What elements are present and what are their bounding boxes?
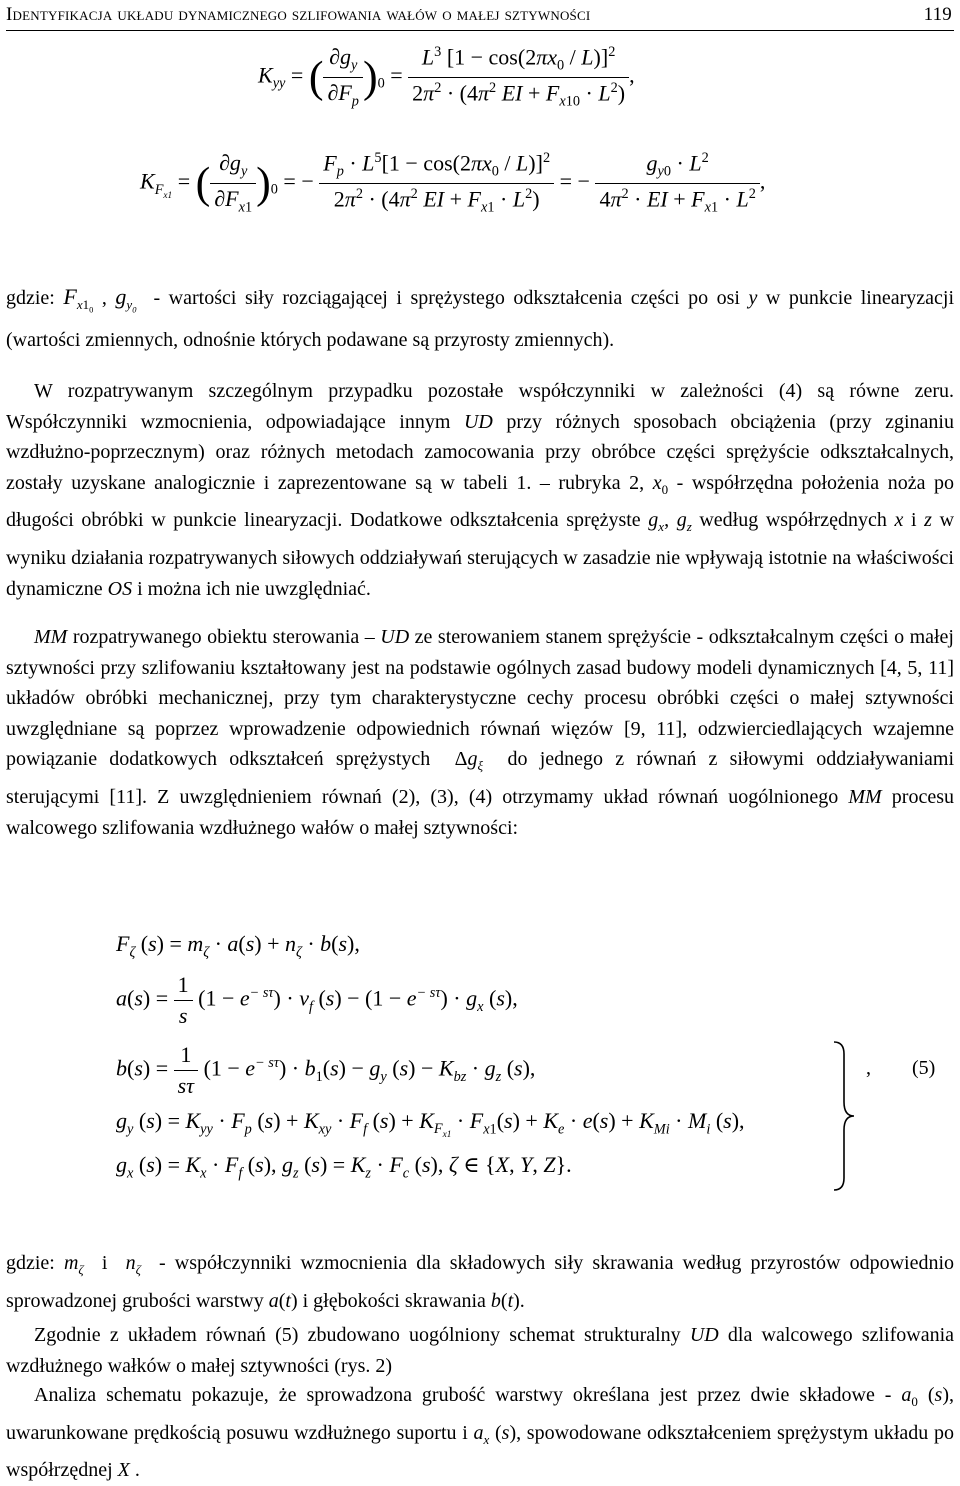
system-line-3: b(s) = $\frac{1}{s\tau}$ $(1 - e^{- s\tau}) \cdot b_1(s) - g_y$ $(s) - K_{bz} \cdot g_z$ (s),	[116, 1042, 536, 1098]
page-number: 119	[923, 4, 952, 25]
system-line-5: $g_x$ $(s) = K_x \cdot F_f$ (s), $g_z$ $(s) = K_z \cdot F_c$ (s), ζ ∈ {X, Y, Z}.	[116, 1152, 572, 1182]
equation-kyy: $K_{yy}$ = ( $\frac{\partial g_y}{\partial F_p}$ )$_0$ = $\frac{L^3 [1 - \cos(2\pi x_0 / L)]^2}{2\pi^2 \cdot (4\pi^2 EI + F_{x10} \cdot L^2)}$ ,	[258, 44, 635, 110]
header-title: Identyfikacja układu dynamicznego szlifowania wałów o małej sztywności	[6, 4, 591, 25]
paragraph-model: MM rozpatrywanego obiektu sterowania – UD ze sterowaniem stanem sprężyście - odkształcalnym części o małej sztywności przy szlifowaniu kształtowany jest na podstawie ogólnych zasad budowy modeli dynamicznych [4, 5, 11] układów obróbki mechanicznej, przy tym charakterystyczne cechy procesu obróbki części o małej sztywności uwzględniane są poprzez wprowadzenie odpowiednich równań więzów [9, 11], odzwierciedlających wzajemne powiązanie dodatkowych odkształceń sprężystych $\Delta g_\xi$ do jednego z równań z siłowymi oddziaływaniami sterującymi [11]. Z uwzględnieniem równań (2), (3), (4) otrzymamy układ równań uogólnionego MM procesu walcowego szlifowania wzdłużnego wałów o małej sztywności:	[6, 626, 955, 839]
system-comma: ,	[866, 1057, 871, 1079]
running-header	[6, 4, 954, 31]
system-line-1: $F_\zeta$ $(s) = m_\zeta \cdot a(s) + n_\zeta \cdot b(s)$,	[116, 931, 360, 961]
paragraph-scheme: Zgodnie z układem równań (5) zbudowano uogólniony schemat strukturalny UD dla walcowego szlifowania wzdłużnego wałków o małej sztywności (rys. 2)	[6, 1324, 955, 1377]
paragraph-definitions-2: gdzie: $m_\zeta$ i $n_\zeta$ - współczynniki wzmocnienia dla składowych siły skrawania według przyrostów odpowiednio sprowadzonej grubości warstwy a(t) i głębokości skrawania b(t).	[6, 1252, 955, 1312]
paragraph-analysis: Analiza schematu pokazuje, że sprowadzona grubość warstwy określana jest przez dwie składowe - $a_0$ (s), uwarunkowane prędkością posuwu wzdłużnego suportu i $a_x$ (s), spowodowane odkształceniem sprężystym układu po współrzędnej X .	[6, 1384, 954, 1482]
equation-kfx1: $K_{F_{x1}}$ = ( $\frac{\partial g_y}{\partial F_{x1}}$ )$_0$ = − $\frac{F_p \cdot L^5[1 - \cos(2\pi x_0 / L)]^2}{2\pi^2 \cdot (4\pi^2 EI + F_{x1} \cdot L^2)}$ = − $\frac{g_{y0} \cdot L^2}{4\pi^2 \cdot EI + F_{x1} \cdot L^2}$ ,	[140, 150, 766, 216]
equation-number-5: (5)	[912, 1057, 936, 1079]
right-brace-icon	[832, 1040, 856, 1192]
paragraph-definitions-1: gdzie: $F_{x1_0}$ , $g_{y_0}$ - wartości siły rozciągającej i sprężystego odkształcenia części po osi y w punkcie linearyzacji (wartości zmiennych, odnośnie których podawane są przyrosty zmiennych).	[6, 284, 955, 352]
paragraph-coefficients: W rozpatrywanym szczególnym przypadku pozostałe współczynniki w zależności (4) są równe zeru. Współczynniki wzmocnienia, odpowiadające innym UD przy różnych sposobach obciążenia (przy zginaniu wzdłużno-poprzecznym) oraz różnych metodach zamocowania przy obróbce części sprężyście odkształcalnych, zostały uzyskane analogicznie i zaprezentowane są w tabeli 1. – rubryka 2, $x_0$ - współrzędna położenia noża po długości obróbki w punkcie linearyzacji. Dodatkowe odkształcenia sprężyste $g_x$, $g_z$ według współrzędnych x i z w wyniku działania rozpatrywanych siłowych oddziaływań sterujących w zasadzie nie wpływają istotnie na właściwości dynamiczne OS i można ich nie uwzględniać.	[6, 380, 955, 600]
system-line-2: a(s) = $\frac{1}{s}$ $(1 - e^{- s\tau}) \cdot v_f$ $(s) - (1 - e^{- s\tau}) \cdot g_x$ (s),	[116, 972, 518, 1028]
system-line-4: $g_y$ $(s) = K_{yy} \cdot F_p$ $(s) + K_{xy} \cdot F_f$ $(s) + K_{F_{x1}} \cdot F_{x1}(s) + K_e \cdot e(s) + K_{Mi} \cdot M_i$ (s),	[116, 1108, 745, 1141]
